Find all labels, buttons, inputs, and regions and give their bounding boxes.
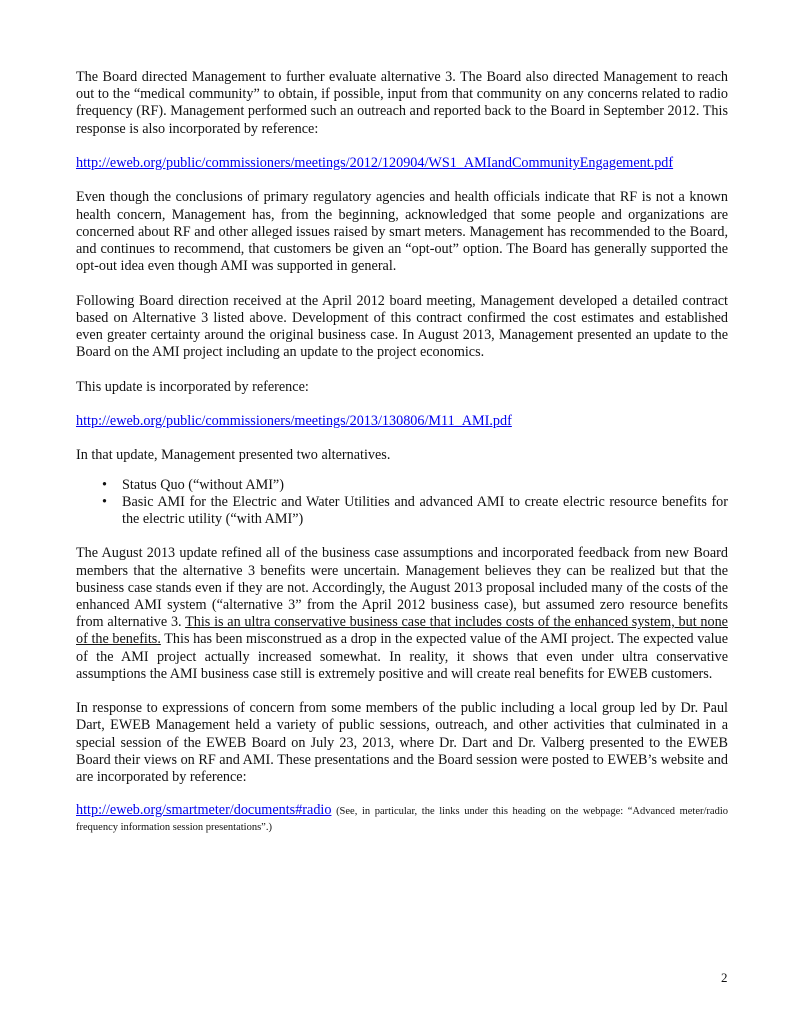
text-segment: The August 2013 update refined all of the business case assumptions and incorporated feedback from new Board members that the alternative 3 benefits were uncertain. Management believes they can be realized but that the business case stands even if they are not. Accordingly, the August 2013 proposal included many of the costs of the enhanced AMI system (“alternative 3” from the April 2012 business case), but assumed zero resource benefits from alternative 3. xyxy=(76,545,728,631)
list-item: • Status Quo (“without AMI”) xyxy=(122,477,728,494)
paragraph-public-concern: In response to expressions of concern from some members of the public including a local group led by Dr. Paul Dart, EWEB Management held a variety of public sessions, outreach, and other activities that culminated in a special session of the EWEB Board on July 23, 2013, where Dr. Dart and Dr. Valberg presented to the EWEB Board their views on RF and AMI. These presentations and the Board session were posted to EWEB’s website and are incorporated by reference: xyxy=(76,700,728,785)
link-m11-ami[interactable]: http://eweb.org/public/commissioners/meetings/2013/130806/M11_AMI.pdf xyxy=(76,412,512,429)
paragraph-contract-development: Following Board direction received at the April 2012 board meeting, Management developed a detailed contract based on Alternative 3 listed above. Development of this contract confirmed the cost estimates and established even greater certainty around the original business case. In August 2013, Management presented an update to the Board on the AMI project including an update to the project economics. xyxy=(76,292,728,361)
paragraph-board-direction: The Board directed Management to further evaluate alternative 3. The Board also directed Management to reach out to the “medical community” to obtain, if possible, input from that community on any concerns related to radio frequency (RF). Management performed such an outreach and reported back to the Board in September 2012. This response is also incorporated by reference: xyxy=(76,69,728,137)
text-segment: This has been misconstrued as a drop in the expected value of the AMI project. The expected value of the AMI project actually increased somewhat. In reality, it shows that even under ultra conservative assumptions the AMI business case still is extremely positive and will create real benefits for EWEB customers. xyxy=(76,631,729,682)
link-ws1-ami-community-engagement[interactable]: http://eweb.org/public/commissioners/meetings/2012/120904/WS1_AMIandCommunityEngagement.pdf xyxy=(76,155,674,171)
paragraph-update-reference: This update is incorporated by reference: xyxy=(76,378,309,395)
alternatives-list xyxy=(76,477,728,529)
link-paragraph-2 xyxy=(76,413,728,430)
paragraph-august-2013-update xyxy=(76,545,728,683)
document-page xyxy=(76,69,728,853)
paragraph-two-alternatives: In that update, Management presented two alternatives. xyxy=(76,447,391,464)
page-number: 2 xyxy=(721,970,728,985)
underlined-statement: This is an ultra conservative business case that includes costs of the enhanced system, but none of the benefits. xyxy=(76,614,728,648)
link-paragraph-1 xyxy=(76,155,728,172)
link-paragraph-3 xyxy=(76,803,728,835)
paragraph-rf-concerns: Even though the conclusions of primary regulatory agencies and health officials indicate that RF is not a known health concern, Management has, from the beginning, acknowledged that some people and organizations are concerned about RF and other alleged issues raised by smart meters. Management has recommended to the Board, and continues to recommend, that customers be given an “opt-out” option. The Board has generally supported the opt-out idea even though AMI was supported in general. xyxy=(76,189,728,275)
list-item: • Basic AMI for the Electric and Water Utilities and advanced AMI to create electric resource benefits for the electric utility (“with AMI”) xyxy=(122,494,728,528)
link-note: (See, in particular, the links under this heading on the webpage: “Advanced meter/radio frequency information session presentations”.) xyxy=(76,806,728,834)
link-smartmeter-radio[interactable]: http://eweb.org/smartmeter/documents#radio xyxy=(76,802,332,819)
